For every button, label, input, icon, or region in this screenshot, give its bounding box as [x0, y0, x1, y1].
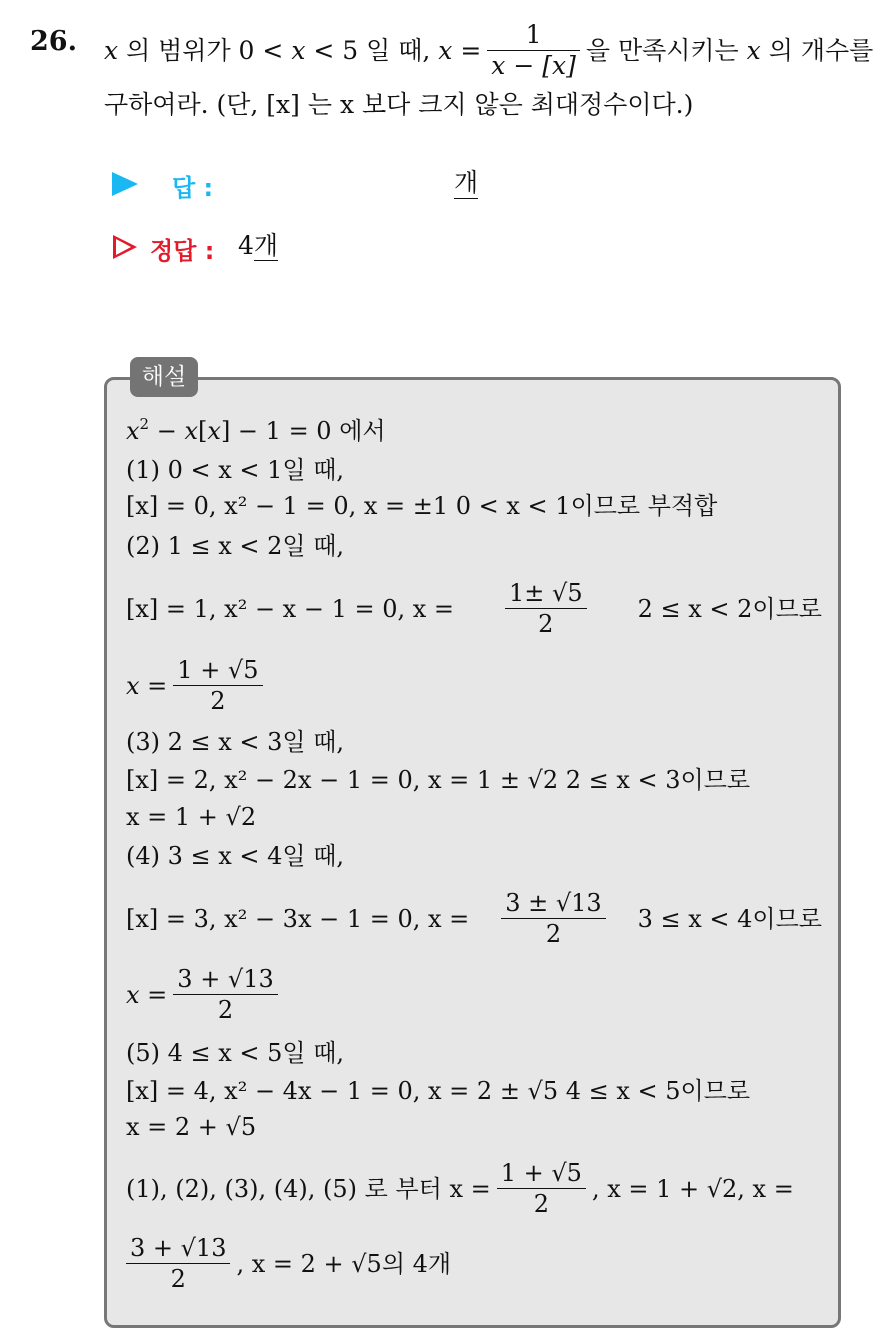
case-3-answer: x = 1 + √2	[126, 803, 257, 831]
case-4-answer-fraction	[173, 964, 277, 1025]
case-4-answer-num: 3 + √13	[173, 964, 277, 995]
question-number: 26.	[30, 26, 77, 57]
summary-fraction	[497, 1158, 586, 1219]
case-5-body: [x] = 4, x² − 4x − 1 = 0, x = 2 ± √5 4 ≤ x < 5이므로	[126, 1077, 751, 1105]
explanation-l1-tail: 에서	[339, 417, 386, 445]
question-text-d: 을 만족시키는	[585, 35, 739, 65]
case-2-post: 2 ≤ x < 2이므로	[637, 594, 822, 623]
final-num: 3 + √13	[126, 1233, 230, 1264]
summary-num: 1 + √5	[497, 1158, 586, 1189]
case-1-head: (1) 0 < x < 1일 때,	[126, 456, 345, 484]
final-line	[126, 1233, 451, 1294]
explanation-line-1: $x^2 - x[x] - 1 = 0$ 에서	[126, 415, 386, 445]
case-2-fraction	[505, 578, 587, 639]
case-4-answer: x = $\frac{3 + √13}{2}$	[126, 964, 284, 1025]
final-fraction	[126, 1233, 230, 1294]
case-4-num: 3 ± √13	[501, 888, 605, 919]
question-line-1	[104, 20, 873, 81]
case-4-answer-den: 2	[217, 996, 234, 1024]
case-2-num: 1± √5	[505, 578, 587, 609]
question-text-e: 의 개수를	[768, 35, 874, 65]
var-x: x	[291, 35, 306, 65]
case-2-answer: x = $\frac{1 + √5}{2}$	[126, 655, 269, 716]
case-2-head: (2) 1 ≤ x < 2일 때,	[126, 532, 345, 560]
summary-pre: (1), (2), (3), (4), (5) 로 부터 x =	[126, 1174, 491, 1203]
answer-unit: 개	[454, 168, 479, 197]
case-2-body	[126, 578, 822, 639]
case-2-den: 2	[538, 610, 554, 638]
final-den: 2	[170, 1265, 186, 1293]
summary-line	[126, 1158, 794, 1219]
play-arrow-icon	[112, 172, 138, 196]
var-x: x	[104, 35, 119, 65]
answer-label: 답 :	[172, 174, 214, 202]
final-post: , x = 2 + √5의 4개	[236, 1249, 452, 1278]
correct-answer	[238, 231, 278, 261]
correct-answer-unit: 개	[253, 231, 279, 260]
case-2-answer-fraction	[173, 655, 262, 716]
case-2-pre: [x] = 1, x² − x − 1 = 0, x =	[126, 594, 455, 623]
question-text-b: < 5 일 때,	[313, 35, 431, 65]
case-2-answer-num: 1 + √5	[173, 655, 262, 686]
case-4-fraction	[501, 888, 605, 949]
var-x: x	[746, 35, 761, 65]
case-4-post: 3 ≤ x < 4이므로	[637, 904, 822, 933]
fraction-denominator: x − [x]	[491, 51, 576, 80]
fraction-numerator: 1	[487, 20, 580, 51]
question-text-a: 의 범위가 0 <	[126, 35, 284, 65]
correct-answer-label: 정답 :	[150, 237, 215, 265]
explanation-tab: 해설	[130, 357, 198, 397]
question-text-c: =	[460, 35, 482, 65]
case-4-den: 2	[545, 920, 562, 948]
var-x: x	[438, 35, 453, 65]
question-fraction	[487, 20, 580, 81]
case-3-body: [x] = 2, x² − 2x − 1 = 0, x = 1 ± √2 2 ≤ x < 3이므로	[126, 766, 751, 794]
case-4-body	[126, 888, 822, 949]
case-5-head: (5) 4 ≤ x < 5일 때,	[126, 1039, 345, 1067]
outline-arrow-icon	[113, 235, 137, 259]
case-4-head: (4) 3 ≤ x < 4일 때,	[126, 842, 345, 870]
case-5-answer: x = 2 + √5	[126, 1113, 257, 1141]
case-4-pre: [x] = 3, x² − 3x − 1 = 0, x =	[126, 904, 470, 933]
question-line-2: 구하여라. (단, [x] 는 x 보다 크지 않은 최대정수이다.)	[104, 90, 694, 119]
case-1-body: [x] = 0, x² − 1 = 0, x = ±1 0 < x < 1이므로 부적합	[126, 492, 718, 520]
correct-answer-value: 4	[238, 231, 254, 260]
summary-post: , x = 1 + √2, x =	[591, 1174, 794, 1203]
case-2-answer-den: 2	[210, 687, 226, 715]
case-3-head: (3) 2 ≤ x < 3일 때,	[126, 728, 345, 756]
summary-den: 2	[533, 1190, 549, 1218]
